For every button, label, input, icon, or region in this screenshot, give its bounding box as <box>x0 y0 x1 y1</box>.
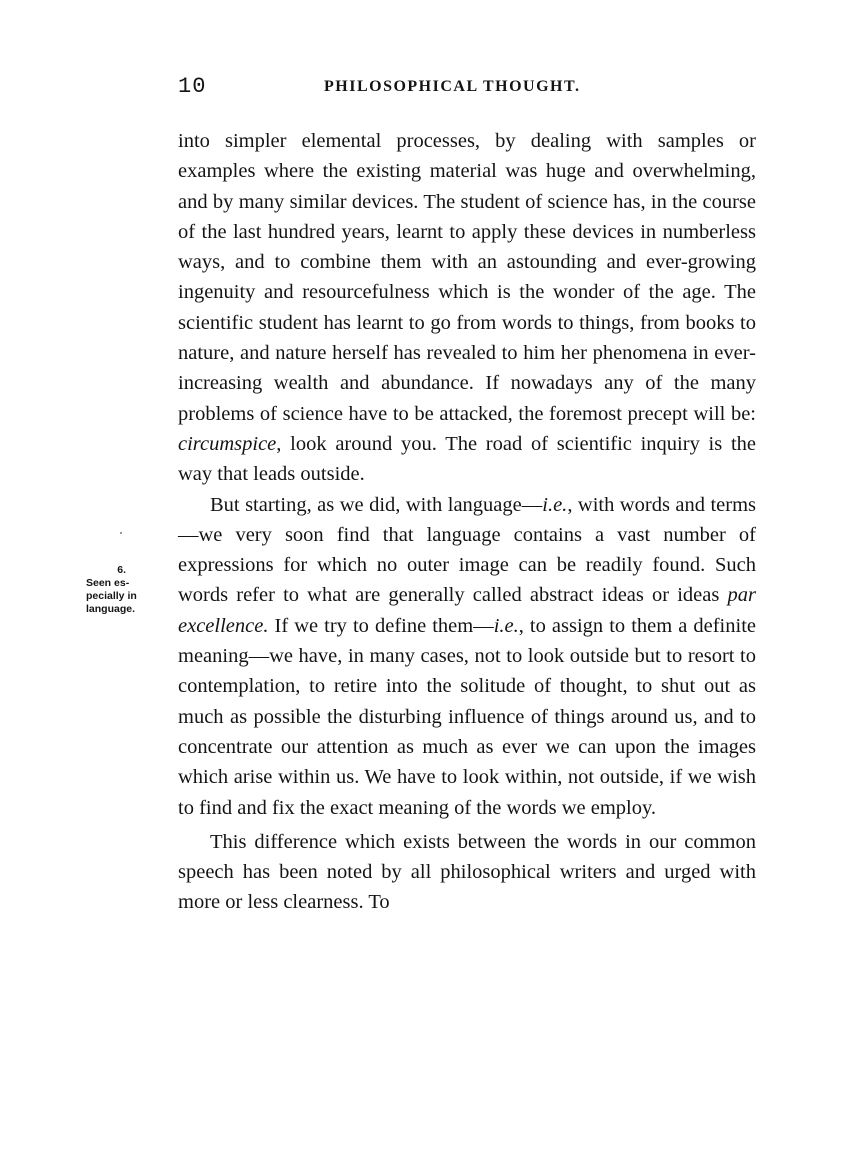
body-text <box>178 126 756 918</box>
paragraph-3 <box>178 827 756 918</box>
paragraph-2-text-c: If we try to define them— <box>268 614 494 637</box>
paragraph-2 <box>178 490 756 823</box>
margin-speck <box>120 532 122 534</box>
margin-note-number: 6. <box>117 564 126 576</box>
paragraph-2-italic-ie-2: i.e. <box>493 614 519 637</box>
paragraph-1-text-a: into simpler elemental processes, by dealing with samples or examples where the existing material was huge and overwhelming, and by many similar devices. The student of science has, in the course of the last hundred years, learnt to apply these devices in numberless ways, and to combine them with an astounding and ever-growing ingenuity and resourcefulness which is the wonder of the age. The scientific student has learnt to go from words to things, from books to nature, and nature herself has revealed to him her phenomena in ever-increasing wealth and abundance. If nowadays any of the many problems of science have to be attacked, the foremost precept will be: <box>178 130 756 425</box>
paragraph-1-italic-circumspice: circumspice <box>178 432 277 455</box>
margin-note-line-3: language. <box>86 603 136 615</box>
paragraph-2-italic-par-excellence: par excellence. <box>178 584 756 637</box>
running-title: PHILOSOPHICAL THOUGHT. <box>324 78 581 95</box>
paragraph-2-italic-ie-1: i.e. <box>542 493 568 516</box>
page-number: 10 <box>178 74 207 99</box>
margin-note-line-2: pecially in <box>86 590 137 602</box>
paragraph-2-text-a: But starting, as we did, with language— <box>210 493 543 516</box>
paragraph-3-text: This difference which exists between the words in our common speech has been noted by all philosophical writers and urged with more or less clearness. To <box>178 830 756 914</box>
paragraph-2-text-b: , with words and terms—we very soon find that language contains a vast number of expressions for which no outer image can be readily found. Such words refer to what are generally called abstract ideas or ideas <box>178 493 756 607</box>
paragraph-1 <box>178 126 756 490</box>
paragraph-1-text-b: , look around you. The road of scientific inquiry is the way that leads outside. <box>178 432 756 486</box>
paragraph-2-text-d: , to assign to them a definite meaning—we have, in many cases, not to look outside but to resort to contemplation, to retire into the solitude of thought, to shut out as much as possible the disturbing influence of things around us, and to concentrate our attention as much as ever we can upon the images which arise within us. We have to look within, not outside, if we wish to find and fix the exact meaning of the words we employ. <box>178 614 756 819</box>
margin-note <box>86 564 166 616</box>
margin-note-line-1: Seen es- <box>86 577 130 589</box>
